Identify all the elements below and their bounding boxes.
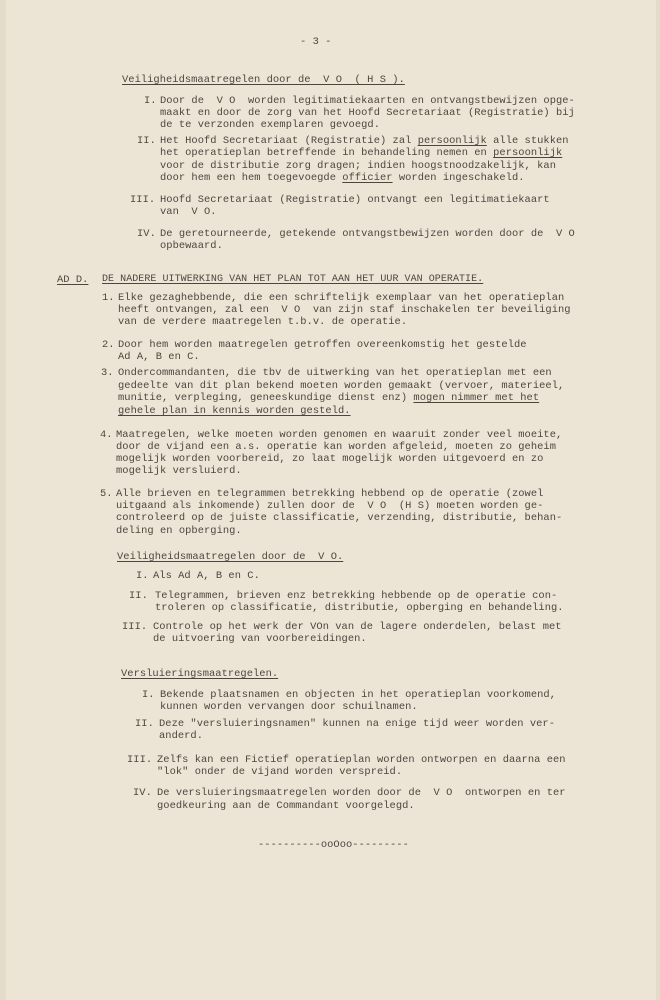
item-line: Alle brieven en telegrammen betrekking hebbend op de operatie (zowel (116, 488, 544, 500)
item-line: van V O. (160, 206, 217, 218)
item-line: controleerd op de juiste classificatie, verzending, distributie, behan- (116, 512, 563, 524)
item-line: Elke gezaghebbende, die een schriftelijk exemplaar van het operatieplan (118, 292, 565, 304)
item-line: door de vijand een a.s. operatie kan worden afgeleid, moeten zo geheim (116, 441, 556, 453)
item-line: mogelijk worden voorbereid, zo laat mogelijk worden uitgevoerd en zo (116, 453, 544, 465)
item-line: goedkeuring aan de Commandant voorgelegd. (157, 800, 415, 812)
item-line: Zelfs kan een Fictief operatieplan worden ontworpen en daarna een (157, 754, 566, 766)
item-number: II. (129, 590, 148, 602)
item-number: III. (122, 621, 148, 633)
item-line: Controle op het werk der VOn van de lagere onderdelen, belast met (153, 621, 562, 633)
item-line: Door de V O worden legitimatiekaarten en ontvangstbewijzen opge- (160, 95, 575, 107)
item-number: II. (137, 135, 156, 147)
page-number: - 3 - (300, 36, 332, 48)
item-line: heeft ontvangen, zal een V O van zijn staf inschakelen ter beveiliging (118, 304, 571, 316)
item-number: IV. (137, 228, 156, 240)
item-line: "lok" onder de vijand worden verspreid. (157, 766, 403, 778)
underlined-text: persoonlijk (493, 147, 563, 159)
item-line: gehele plan in kennis worden gesteld. (118, 405, 351, 417)
item-line: deling en opberging. (116, 525, 242, 537)
item-number: 5. (100, 488, 113, 500)
underlined-text: officier (342, 172, 393, 184)
item-line: de te verzonden exemplaren gevoegd. (160, 119, 380, 131)
heading-versluiering: Versluieringsmaatregelen. (121, 668, 279, 680)
item-line: van de verdere maatregelen t.b.v. de operatie. (118, 316, 408, 328)
item-line: kunnen worden vervangen door schuilnamen. (160, 701, 418, 713)
item-line: Telegrammen, brieven enz betrekking hebbende op de operatie con- (155, 590, 558, 602)
item-line: Ondercommandanten, die tbv de uitwerking van het operatieplan met een (118, 367, 552, 379)
ad-d-heading: DE NADERE UITWERKING VAN HET PLAN TOT AAN HET UUR VAN OPERATIE. (102, 274, 484, 285)
item-number: 1. (102, 292, 115, 304)
item-number: 4. (100, 429, 113, 441)
item-line: gedeelte van dit plan bekend moeten worden gemaakt (vervoer, materieel, (118, 380, 565, 392)
ad-d-label: AD D. (57, 274, 89, 286)
item-number: I. (142, 689, 155, 701)
item-number: 3. (101, 367, 114, 379)
item-number: IV. (133, 787, 152, 799)
item-line: De geretourneerde, getekende ontvangstbewijzen worden door de V O (160, 228, 575, 240)
item-line: mogelijk versluierd. (116, 465, 242, 477)
underlined-text: mogen nimmer met het (413, 392, 540, 404)
underlined-text: persoonlijk (417, 135, 487, 147)
item-line: uitgaand als inkomende) zullen door de V O (H S) moeten worden ge- (116, 500, 544, 512)
item-line: Deze "versluieringsnamen" kunnen na enige tijd weer worden ver- (159, 718, 555, 730)
item-number: III. (127, 754, 153, 766)
item-line: troleren op classificatie, distributie, opberging en behandeling. (155, 602, 564, 614)
item-line: Maatregelen, welke moeten worden genomen en waaruit zonder veel moeite, (116, 429, 563, 441)
item-line: maakt en door de zorg van het Hoofd Secretariaat (Registratie) bij (160, 107, 575, 119)
item-number: II. (135, 718, 154, 730)
item-number: III. (130, 194, 156, 206)
item-line: anderd. (159, 730, 203, 742)
item-line: De versluieringsmaatregelen worden door de V O ontworpen en ter (157, 787, 566, 799)
item-number: I. (136, 570, 149, 582)
item-line: Het Hoofd Secretariaat (Registratie) zal persoonlijk alle stukken (160, 135, 569, 147)
end-mark: ----------ooOoo--------- (258, 839, 409, 851)
heading-veiligheid-vo: Veiligheidsmaatregelen door de V O. (117, 551, 344, 563)
item-line: munitie, verpleging, geneeskundige dienst enz) mogen nimmer met het (118, 392, 540, 404)
item-line: Hoofd Secretariaat (Registratie) ontvangt een legitimatiekaart (160, 194, 550, 206)
item-line: het operatieplan betreffende in behandeling nemen en persoonlijk (160, 147, 563, 159)
item-number: 2. (102, 339, 115, 351)
item-line: Bekende plaatsnamen en objecten in het operatieplan voorkomend, (160, 689, 556, 701)
item-line: de uitvoering van voorbereidingen. (153, 633, 367, 645)
item-line: door hem een hem toegevoegde officier worden ingeschakeld. (160, 172, 525, 184)
item-line: Door hem worden maatregelen getroffen overeenkomstig het gestelde (118, 339, 527, 351)
item-number: I. (144, 95, 157, 107)
item-line: voor de distributie zorg dragen; indien hoogstnoodzakelijk, kan (160, 160, 556, 172)
heading-veiligheid-hs: Veiligheidsmaatregelen door de V O ( H S ). (122, 74, 405, 86)
item-line: Als Ad A, B en C. (153, 570, 260, 582)
item-line: opbewaard. (160, 240, 223, 252)
item-line: Ad A, B en C. (118, 351, 200, 363)
